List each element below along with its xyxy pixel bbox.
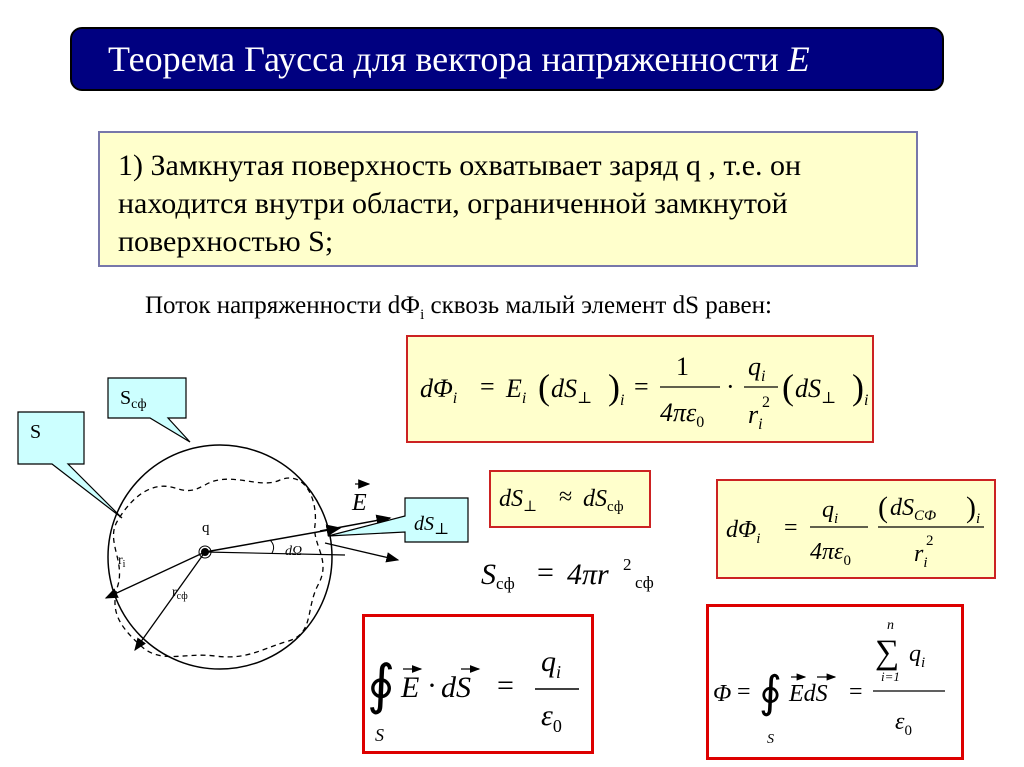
closed-surface: [113, 478, 323, 657]
svg-text:∮: ∮: [759, 668, 782, 717]
svg-text:2: 2: [623, 555, 632, 574]
svg-text:=: =: [737, 679, 751, 705]
svg-text:=: =: [537, 556, 554, 589]
callout-dS-label: $dS_\perp$: [414, 513, 450, 538]
svg-text:ri: $r_i$: [748, 400, 763, 433]
title-symbol: E: [787, 39, 810, 79]
svg-text:dΦi: $d\Phi_i$: [726, 517, 761, 547]
formula-dphi-full: [406, 335, 874, 443]
label-E: E: [352, 490, 367, 516]
svg-text:1: 1: [676, 352, 689, 381]
svg-text:qi: $q_i$: [541, 645, 562, 682]
flux-sub: i: [420, 307, 425, 323]
svg-text:S: S: [767, 732, 774, 747]
svg-text:E: E: [401, 671, 420, 704]
svg-text:dS⊥: $dS_\perp$: [551, 374, 593, 407]
svg-text:i=1: i=1: [881, 669, 900, 684]
formula-total-flux: [706, 604, 964, 760]
condition-box: [98, 131, 918, 267]
domega-arc: [270, 540, 274, 553]
svg-text:dS⊥: $dS_\perp$: [795, 374, 837, 407]
svg-text:dSСФ: $dS_{СФ}$: [890, 495, 937, 524]
svg-text:·: ·: [427, 669, 437, 702]
svg-text:=: =: [849, 679, 863, 705]
svg-text:Ei: $E_i$: [506, 374, 527, 407]
svg-text:i: i: [620, 392, 625, 409]
svg-text:): ): [852, 367, 864, 407]
svg-text:dS: dS: [441, 671, 471, 704]
svg-text:qi: $q_i$: [822, 497, 839, 527]
svg-text:): ): [608, 367, 620, 407]
formula-total-flux-svg: [709, 607, 961, 757]
svg-text:≈: ≈: [559, 484, 573, 510]
formula-dphi-full-svg: [408, 337, 872, 441]
title-text: Теорема Гаусса для вектора напряженности: [108, 39, 788, 79]
label-ri: $r_i$: [118, 553, 126, 570]
svg-text:(: (: [878, 491, 888, 524]
formula-ds-approx: [489, 470, 651, 528]
callout-Ssph-label: $S_{сф}$: [120, 387, 147, 412]
ds-normal: [325, 543, 398, 560]
svg-text:=: =: [480, 372, 495, 401]
flux-prefix: Поток напряженности dФ: [145, 292, 421, 319]
formula-dphi-sph: [716, 479, 996, 579]
svg-text:(: (: [538, 367, 550, 407]
formula-ssph: [475, 548, 665, 598]
svg-text:ε0: $\varepsilon_0$: [541, 699, 562, 736]
svg-text:4πε0: $4\pi\varepsilon_0$: [660, 398, 705, 431]
svg-text:2: 2: [762, 394, 770, 411]
label-rsph: $r_{сф}$: [172, 585, 188, 602]
svg-text:(: (: [782, 367, 794, 407]
svg-text:=: =: [784, 515, 798, 541]
svg-text:dSсф: $dS_{сф}$: [583, 486, 624, 515]
label-q: q: [202, 520, 210, 536]
svg-text:EdS: EdS: [789, 681, 828, 707]
ray-lower: [205, 552, 345, 555]
svg-text:i: i: [864, 392, 869, 409]
rsph-line: [135, 552, 205, 650]
page-title: [72, 38, 810, 80]
svg-text:ε0: $\varepsilon_0$: [895, 709, 912, 739]
svg-text:qi: $q_i$: [748, 352, 766, 385]
svg-text:dΦi: $d\Phi_i$: [420, 374, 458, 407]
svg-text:dS⊥: $dS_\perp$: [499, 486, 538, 515]
svg-text:∑: ∑: [875, 634, 900, 671]
svg-text:4πε0: $4\pi\varepsilon_0$: [810, 539, 851, 569]
formula-ds-approx-svg: [491, 472, 649, 526]
svg-text:=: =: [634, 372, 649, 401]
svg-text:S: S: [375, 725, 384, 745]
formula-gauss-main-svg: [365, 617, 591, 751]
svg-text:n: n: [887, 618, 894, 633]
ray-upper: [205, 528, 340, 552]
flux-caption: [145, 292, 772, 324]
svg-text:2: 2: [926, 533, 934, 549]
label-domega: dΩ: [285, 544, 303, 559]
flux-suffix: сквозь малый элемент dS равен:: [424, 292, 772, 319]
title-bar: [70, 27, 944, 91]
formula-gauss-main: [362, 614, 594, 754]
svg-text:=: =: [497, 669, 514, 702]
svg-text:i: i: [976, 511, 981, 527]
formula-dphi-sph-svg: [718, 481, 994, 577]
svg-text:ri: $r_i$: [914, 541, 928, 571]
svg-text:): ): [966, 491, 976, 524]
svg-text:·: ·: [726, 372, 735, 401]
svg-text:qi: $q_i$: [909, 641, 926, 671]
callout-S-label: S: [30, 421, 42, 443]
svg-text:сф: сф: [635, 573, 654, 592]
svg-text:Sсф: Sсф: [481, 558, 515, 593]
svg-text:Φ: Φ: [713, 681, 732, 707]
svg-text:∮: ∮: [367, 655, 396, 715]
svg-text:4πr: 4πr: [567, 558, 609, 591]
condition-text: 1) Замкнутая поверхность охватывает заряд q , т.е. он находится внутри области, ограниченной замкнутой поверхностью S;: [118, 149, 802, 258]
